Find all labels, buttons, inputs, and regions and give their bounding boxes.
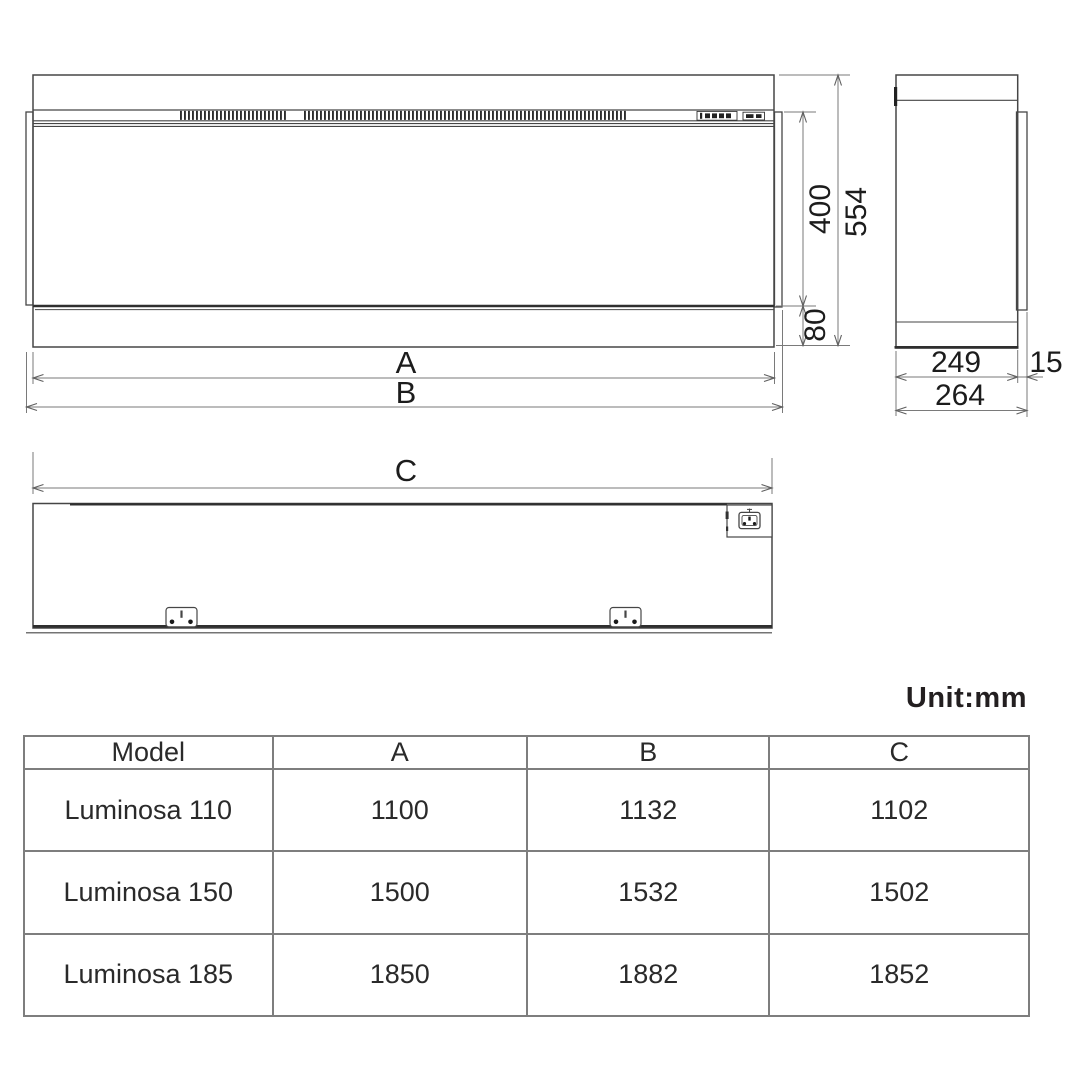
- control-button: [705, 113, 710, 118]
- rear-view: [26, 504, 772, 633]
- rear-body-outline: [33, 504, 772, 629]
- dim-label-400: 400: [804, 183, 837, 235]
- dim-label-B: B: [395, 375, 417, 410]
- model-name: Luminosa 150: [24, 851, 273, 933]
- value-b: 1882: [527, 934, 770, 1016]
- front-view: [26, 75, 782, 347]
- value-a: 1500: [273, 851, 527, 933]
- table-row: [24, 934, 1029, 1016]
- dim-label-80: 80: [799, 308, 832, 342]
- vent-grille-right: [302, 111, 627, 120]
- dim-label-264: 264: [934, 379, 986, 412]
- value-c: 1102: [769, 769, 1029, 851]
- front-frame-left-edge: [26, 112, 33, 305]
- table-header-row: [24, 736, 1029, 769]
- model-name: Luminosa 110: [24, 769, 273, 851]
- spec-table: [23, 735, 1030, 1017]
- header-c: C: [769, 736, 1029, 769]
- mounting-bracket-right: [610, 608, 641, 627]
- control-button: [712, 113, 717, 118]
- control-button: [726, 113, 731, 118]
- dim-label-249: 249: [930, 346, 982, 379]
- dim-label-C: C: [394, 453, 418, 488]
- unit-note: Unit:mm: [905, 682, 1027, 714]
- table-row: [24, 851, 1029, 933]
- front-frame-right-edge: [775, 112, 783, 307]
- value-a: 1100: [273, 769, 527, 851]
- side-body-outline: [896, 75, 1018, 348]
- power-connection-box: [726, 505, 772, 537]
- mounting-bracket-left: [166, 608, 197, 627]
- header-a: A: [273, 736, 527, 769]
- header-model: Model: [24, 736, 273, 769]
- value-a: 1850: [273, 934, 527, 1016]
- dim-label-554: 554: [840, 186, 873, 238]
- value-b: 1532: [527, 851, 770, 933]
- dim-label-A: A: [395, 345, 417, 380]
- value-b: 1132: [527, 769, 770, 851]
- dim-label-15: 15: [1029, 346, 1063, 379]
- control-button: [719, 113, 724, 118]
- vent-grille-left: [178, 111, 287, 120]
- value-c: 1852: [769, 934, 1029, 1016]
- header-b: B: [527, 736, 770, 769]
- control-panel: [697, 111, 765, 120]
- value-c: 1502: [769, 851, 1029, 933]
- model-name: Luminosa 185: [24, 934, 273, 1016]
- table-row: [24, 769, 1029, 851]
- side-view: [895, 75, 1028, 348]
